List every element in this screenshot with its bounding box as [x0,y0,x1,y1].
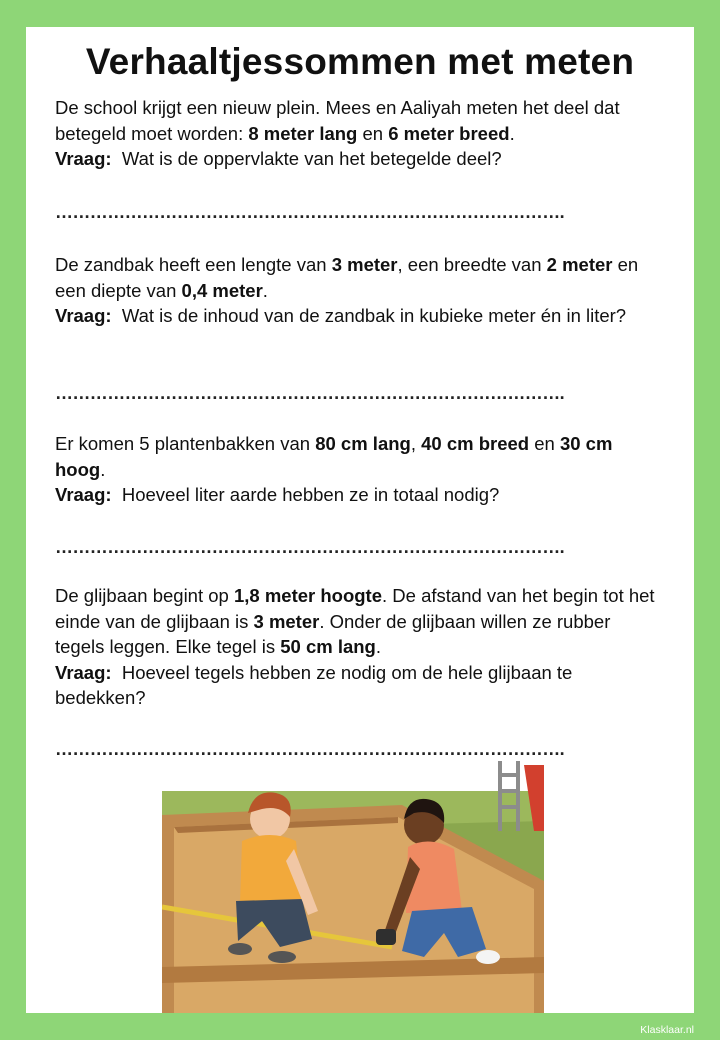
question-2 [55,252,655,329]
question-1-text: De school krijgt een nieuw plein. Mees en Aaliyah meten het deel dat betegeld moet worden: 8 meter lang en 6 meter breed. [55,97,620,144]
answer-line-4[interactable]: ……………………………………………………………………………. [55,739,565,759]
question-2-vraag: Vraag: Wat is de inhoud van de zandbak in kubieke meter én in liter? [55,305,627,326]
question-3-vraag: Vraag: Hoeveel liter aarde hebben ze in totaal nodig? [55,484,500,505]
footer-credit[interactable]: Klasklaar.nl [640,1024,694,1036]
answer-line-3[interactable]: ……………………………………………………………………………. [55,537,565,557]
question-3 [55,431,655,508]
question-1 [55,95,655,172]
question-3-text: Er komen 5 plantenbakken van 80 cm lang, 40 cm breed en 30 cm hoog. [55,433,613,480]
sandbox-illustration [162,761,544,1013]
worksheet [26,27,694,1013]
question-1-vraag: Vraag: Wat is de oppervlakte van het betegelde deel? [55,148,502,169]
question-4-vraag: Vraag: Hoeveel tegels hebben ze nodig om de hele glijbaan te bedekken? [55,661,573,708]
question-4 [55,583,655,711]
answer-line-2[interactable]: ……………………………………………………………………………. [55,383,565,403]
question-4-text: De glijbaan begint op 1,8 meter hoogte. De afstand van het begin tot het einde van de glijbaan is 3 meter. Onder de glijbaan willen ze rubber tegels leggen. Elke tegel is 50 cm lang. [55,585,655,657]
page-title: Verhaaltjessommen met meten [85,41,635,82]
answer-line-1[interactable]: ……………………………………………………………………………. [55,202,565,222]
question-2-text: De zandbak heeft een lengte van 3 meter, een breedte van 2 meter en een diepte van 0,4 meter. [55,254,639,301]
